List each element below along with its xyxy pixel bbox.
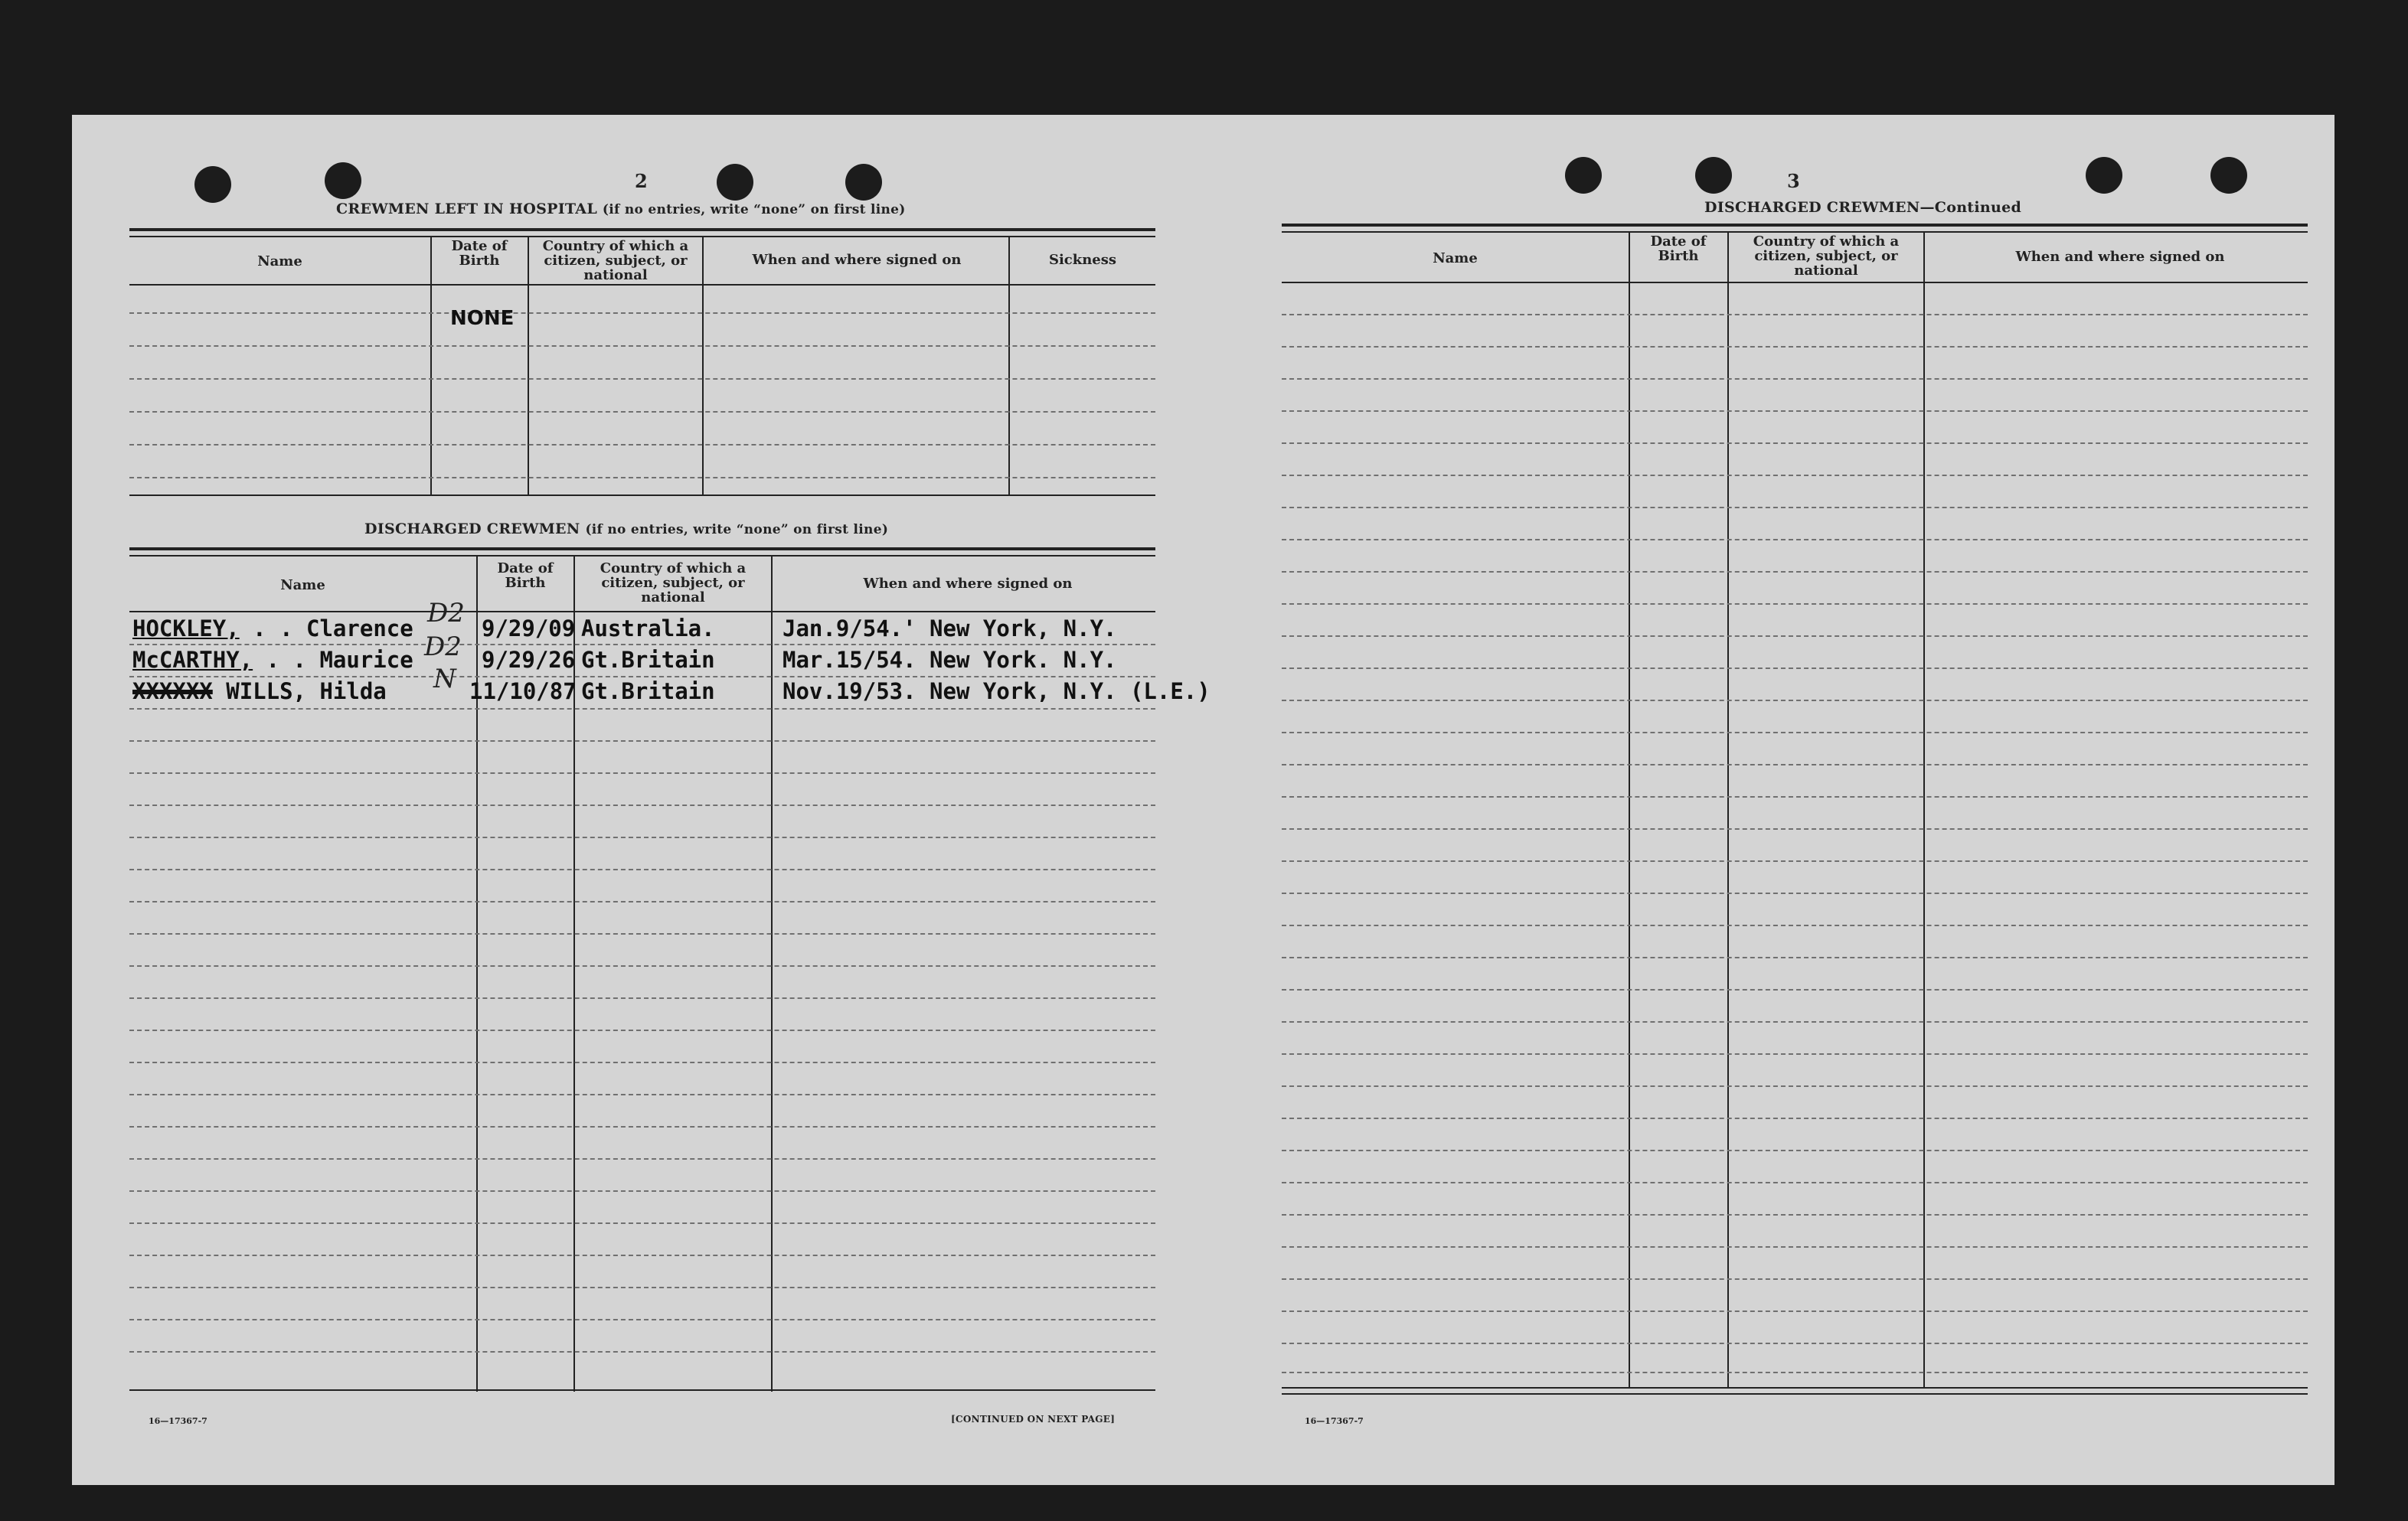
ruled-line (1282, 1278, 2308, 1280)
punch-hole (325, 162, 361, 199)
punch-hole (1695, 157, 1732, 194)
ruled-line (1282, 989, 2308, 991)
discharged-continued-title: DISCHARGED CREWMEN—Continued (1704, 199, 2022, 216)
ruled-line (1282, 1085, 2308, 1087)
hospital-section-title: CREWMEN LEFT IN HOSPITAL (if no entries, write “none” on first line) (336, 201, 906, 217)
struck-text: XXXXXX (132, 678, 213, 704)
col-country-header: Country of which a citizen, subject, or national (542, 238, 689, 283)
ruled-line (1282, 860, 2308, 862)
ruled-line (129, 644, 1155, 645)
form-number: 16—17367-7 (1305, 1416, 1364, 1426)
ruled-line (1282, 796, 2308, 798)
table-rule (129, 236, 1155, 237)
right-page (1266, 115, 2334, 1485)
handwritten-mark: N (433, 664, 456, 694)
col-sickness-header: Sickness (1048, 252, 1117, 268)
ruled-line (129, 901, 1155, 902)
column-divider (771, 555, 773, 1392)
ruled-line (1282, 1214, 2308, 1216)
ruled-line (1282, 1182, 2308, 1183)
ruled-line (1282, 635, 2308, 637)
header-rule (129, 611, 1155, 612)
ruled-line (129, 1287, 1155, 1288)
ruled-line (1282, 1118, 2308, 1119)
ruled-line (129, 772, 1155, 774)
ruled-line (1282, 475, 2308, 476)
page-number: 3 (1787, 170, 1800, 192)
ruled-line (129, 411, 1155, 413)
header-rule (1282, 282, 2308, 283)
form-number: 16—17367-7 (149, 1416, 207, 1426)
ruled-line (1282, 507, 2308, 508)
table-rule (1282, 1393, 2308, 1395)
table-rule (129, 555, 1155, 557)
ruled-line (1282, 1053, 2308, 1055)
page-number: 2 (635, 170, 648, 192)
ruled-line (1282, 1246, 2308, 1248)
ruled-line (1282, 700, 2308, 701)
ruled-line (129, 708, 1155, 710)
ruled-line (1282, 346, 2308, 348)
ruled-line (1282, 571, 2308, 573)
crewman-name: McCARTHY, . . Maurice (132, 647, 413, 673)
crewman-country: Australia. (581, 615, 715, 641)
column-divider (1008, 236, 1010, 494)
ruled-line (129, 1255, 1155, 1256)
ruled-line (129, 805, 1155, 806)
col-name-header: Name (280, 577, 325, 593)
ruled-line (129, 1030, 1155, 1031)
crewman-dob: 11/10/87 (469, 678, 577, 704)
crewman-dob: 9/29/09 (482, 615, 576, 641)
ruled-line (129, 312, 1155, 314)
ledger-sheet (72, 115, 2334, 1485)
crewman-country: Gt.Britain (581, 647, 715, 673)
table-rule (129, 494, 1155, 496)
discharged-table (129, 547, 1211, 1393)
ruled-line (1282, 732, 2308, 733)
ruled-line (1282, 442, 2308, 444)
table-rule (129, 1389, 1155, 1391)
column-divider (528, 236, 529, 494)
ruled-line (129, 965, 1155, 967)
ruled-line (129, 1094, 1155, 1095)
ruled-line (129, 345, 1155, 347)
continued-note: [CONTINUED ON NEXT PAGE] (951, 1414, 1116, 1425)
crewman-name: XXXXXX WILLS, Hilda (132, 678, 387, 704)
handwritten-mark: D2 (427, 598, 465, 628)
col-name-header: Name (1433, 250, 1478, 266)
ruled-line (1282, 667, 2308, 669)
ruled-line (1282, 314, 2308, 315)
ruled-line (129, 378, 1155, 380)
ruled-line (1282, 764, 2308, 765)
ruled-line (129, 1158, 1155, 1160)
crewman-dob: 9/29/26 (482, 647, 576, 673)
hospital-table (129, 228, 1155, 496)
ruled-line (129, 933, 1155, 935)
punch-hole (717, 164, 753, 201)
ruled-line (1282, 828, 2308, 830)
crewman-signed-on: Jan.9/54.' New York, N.Y. (783, 615, 1117, 641)
crewman-name: HOCKLEY, . . Clarence (132, 615, 413, 641)
column-divider (430, 236, 432, 494)
ruled-line (1282, 1372, 2308, 1373)
ruled-line (1282, 1310, 2308, 1312)
table-rule (1282, 231, 2308, 233)
ruled-line (129, 1319, 1155, 1320)
table-rule (129, 547, 1155, 550)
left-page (72, 115, 1211, 1485)
col-dob-header: Date of Birth (451, 238, 508, 269)
col-signed-on-header: When and where signed on (2015, 249, 2225, 265)
discharged-section-title: DISCHARGED CREWMEN (if no entries, write “none” on first line) (364, 521, 889, 537)
col-country-header: Country of which a citizen, subject, or national (1753, 233, 1900, 279)
ruled-line (1282, 539, 2308, 540)
col-name-header: Name (257, 253, 302, 269)
header-rule (129, 284, 1155, 286)
table-rule (1282, 224, 2308, 227)
table-rule (1282, 1387, 2308, 1389)
table-rule (129, 228, 1155, 231)
punch-hole (845, 164, 882, 201)
ruled-line (129, 444, 1155, 446)
punch-hole (2210, 157, 2247, 194)
ruled-line (129, 477, 1155, 478)
ruled-line (129, 1351, 1155, 1353)
ruled-line (1282, 1021, 2308, 1023)
col-dob-header: Date of Birth (497, 560, 554, 591)
ruled-line (1282, 1150, 2308, 1151)
ruled-line (1282, 957, 2308, 958)
punch-hole (194, 166, 231, 203)
col-signed-on-header: When and where signed on (863, 576, 1073, 592)
punch-hole (2086, 157, 2122, 194)
ruled-line (1282, 925, 2308, 926)
ruled-line (1282, 378, 2308, 380)
ruled-line (129, 740, 1155, 742)
discharged-continued-table (1282, 224, 2308, 1395)
crewman-signed-on: Nov.19/53. New York, N.Y. (L.E.) (783, 678, 1211, 704)
col-signed-on-header: When and where signed on (752, 252, 962, 268)
hospital-entry-none: NONE (450, 307, 515, 330)
ruled-line (129, 1190, 1155, 1192)
ruled-line (1282, 1343, 2308, 1344)
crewman-signed-on: Mar.15/54. New York. N.Y. (783, 647, 1117, 673)
ruled-line (1282, 893, 2308, 894)
ruled-line (129, 869, 1155, 870)
ruled-line (129, 837, 1155, 838)
crewman-country: Gt.Britain (581, 678, 715, 704)
handwritten-mark: D2 (424, 632, 462, 662)
col-dob-header: Date of Birth (1650, 233, 1707, 264)
ruled-line (129, 1126, 1155, 1128)
column-divider (702, 236, 704, 494)
ruled-line (129, 1222, 1155, 1224)
ruled-line (1282, 410, 2308, 412)
punch-hole (1565, 157, 1602, 194)
col-country-header: Country of which a citizen, subject, or national (600, 560, 747, 605)
ruled-line (129, 997, 1155, 999)
ruled-line (1282, 603, 2308, 605)
ruled-line (129, 1062, 1155, 1063)
